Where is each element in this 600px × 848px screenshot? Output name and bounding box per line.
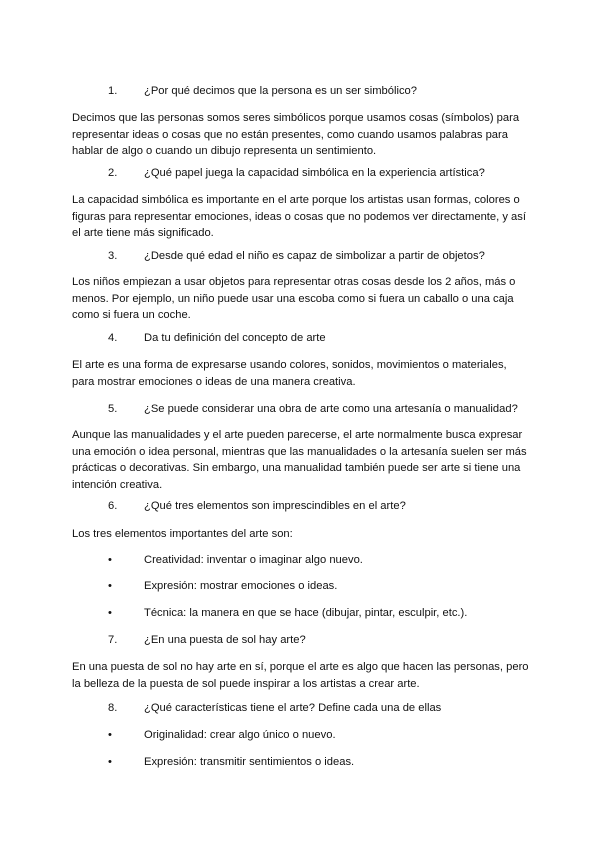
question-5 bbox=[108, 401, 518, 417]
question-text: ¿Qué tres elementos son imprescindibles en el arte? bbox=[144, 500, 406, 512]
bullet-item bbox=[108, 605, 467, 621]
bullet-text: Técnica: la manera en que se hace (dibujar, pintar, esculpir, etc.). bbox=[144, 607, 468, 619]
question-text: ¿Por qué decimos que la persona es un ser simbólico? bbox=[144, 85, 417, 97]
question-text: ¿Qué papel juega la capacidad simbólica en la experiencia artística? bbox=[144, 167, 485, 179]
bullet-item bbox=[108, 552, 363, 568]
question-number: 7. bbox=[108, 634, 118, 646]
answer-line: menos. Por ejemplo, un niño puede usar una escoba como si fuera un caballo o una caja bbox=[72, 292, 514, 305]
answer-1 bbox=[72, 110, 532, 160]
answer-6 bbox=[72, 526, 532, 543]
answer-line: Los niños empiezan a usar objetos para representar otras cosas desde los 2 años, más o bbox=[72, 276, 516, 288]
answer-line: Aunque las manualidades y el arte pueden parecerse, el arte normalmente busca expresar bbox=[72, 429, 523, 441]
question-4 bbox=[108, 330, 326, 346]
question-3 bbox=[108, 248, 485, 264]
bullet-item bbox=[108, 727, 336, 743]
question-8 bbox=[108, 700, 441, 716]
answer-4 bbox=[72, 357, 532, 390]
question-text: ¿Qué características tiene el arte? Define cada una de ellas bbox=[144, 702, 442, 714]
answer-line: representar ideas o cosas que no están presentes, como cuando usamos palabras para bbox=[72, 128, 508, 141]
question-number: 8. bbox=[108, 702, 118, 714]
question-number: 6. bbox=[108, 500, 118, 512]
answer-line: prácticas o decorativas. Sin embargo, una manualidad también puede ser arte si tiene una bbox=[72, 462, 521, 474]
question-number: 2. bbox=[108, 167, 118, 179]
bullet-text: Expresión: transmitir sentimientos o ideas. bbox=[144, 756, 355, 768]
question-number: 1. bbox=[108, 85, 118, 97]
bullet-mark: • bbox=[108, 554, 112, 566]
bullet-item bbox=[108, 754, 354, 770]
answer-line: Decimos que las personas somos seres simbólicos porque usamos cosas (símbolos) para bbox=[72, 112, 520, 124]
question-number: 5. bbox=[108, 403, 118, 415]
bullet-mark: • bbox=[108, 729, 112, 741]
answer-line: para mostrar emociones o ideas de una manera creativa. bbox=[72, 375, 356, 388]
question-7 bbox=[108, 632, 306, 648]
question-text: ¿En una puesta de sol hay arte? bbox=[144, 634, 306, 646]
answer-line: La capacidad simbólica es importante en el arte porque los artistas usan formas, colores o bbox=[72, 194, 520, 206]
answer-5 bbox=[72, 427, 532, 493]
answer-line: una emoción o idea personal, mientras que las manualidades o la artesanía suelen ser más bbox=[72, 445, 527, 458]
answer-line: hablar de algo o cuando un dibujo representa un sentimiento. bbox=[72, 145, 377, 157]
bullet-item bbox=[108, 578, 337, 594]
bullet-text: Expresión: mostrar emociones o ideas. bbox=[144, 580, 338, 592]
question-1 bbox=[108, 83, 417, 99]
answer-line: En una puesta de sol no hay arte en sí, porque el arte es algo que hacen las personas, pero bbox=[72, 661, 529, 673]
answer-line: intención creativa. bbox=[72, 478, 163, 491]
bullet-mark: • bbox=[108, 607, 112, 619]
answer-3 bbox=[72, 274, 532, 324]
question-text: ¿Desde qué edad el niño es capaz de simbolizar a partir de objetos? bbox=[144, 250, 485, 262]
answer-line: la belleza de la puesta de sol puede inspirar a los artistas a crear arte. bbox=[72, 677, 420, 690]
bullet-text: Creatividad: inventar o imaginar algo nuevo. bbox=[144, 554, 363, 566]
answer-line: El arte es una forma de expresarse usando colores, sonidos, movimientos o materiales, bbox=[72, 359, 507, 371]
question-number: 4. bbox=[108, 332, 118, 344]
question-6 bbox=[108, 498, 406, 514]
question-2 bbox=[108, 165, 485, 181]
answer-line: Los tres elementos importantes del arte son: bbox=[72, 528, 293, 540]
bullet-text: Originalidad: crear algo único o nuevo. bbox=[144, 729, 336, 741]
answer-line: el arte tiene más significado. bbox=[72, 227, 214, 239]
answer-line: figuras para representar emociones, ideas o cosas que no podemos ver directamente, y así bbox=[72, 210, 526, 223]
answer-7 bbox=[72, 659, 532, 692]
question-text: Da tu definición del concepto de arte bbox=[144, 332, 326, 344]
question-text: ¿Se puede considerar una obra de arte como una artesanía o manualidad? bbox=[144, 403, 518, 415]
answer-line: como si fuera un coche. bbox=[72, 309, 191, 321]
answer-2 bbox=[72, 192, 532, 242]
bullet-mark: • bbox=[108, 580, 112, 592]
question-number: 3. bbox=[108, 250, 118, 262]
bullet-mark: • bbox=[108, 756, 112, 768]
